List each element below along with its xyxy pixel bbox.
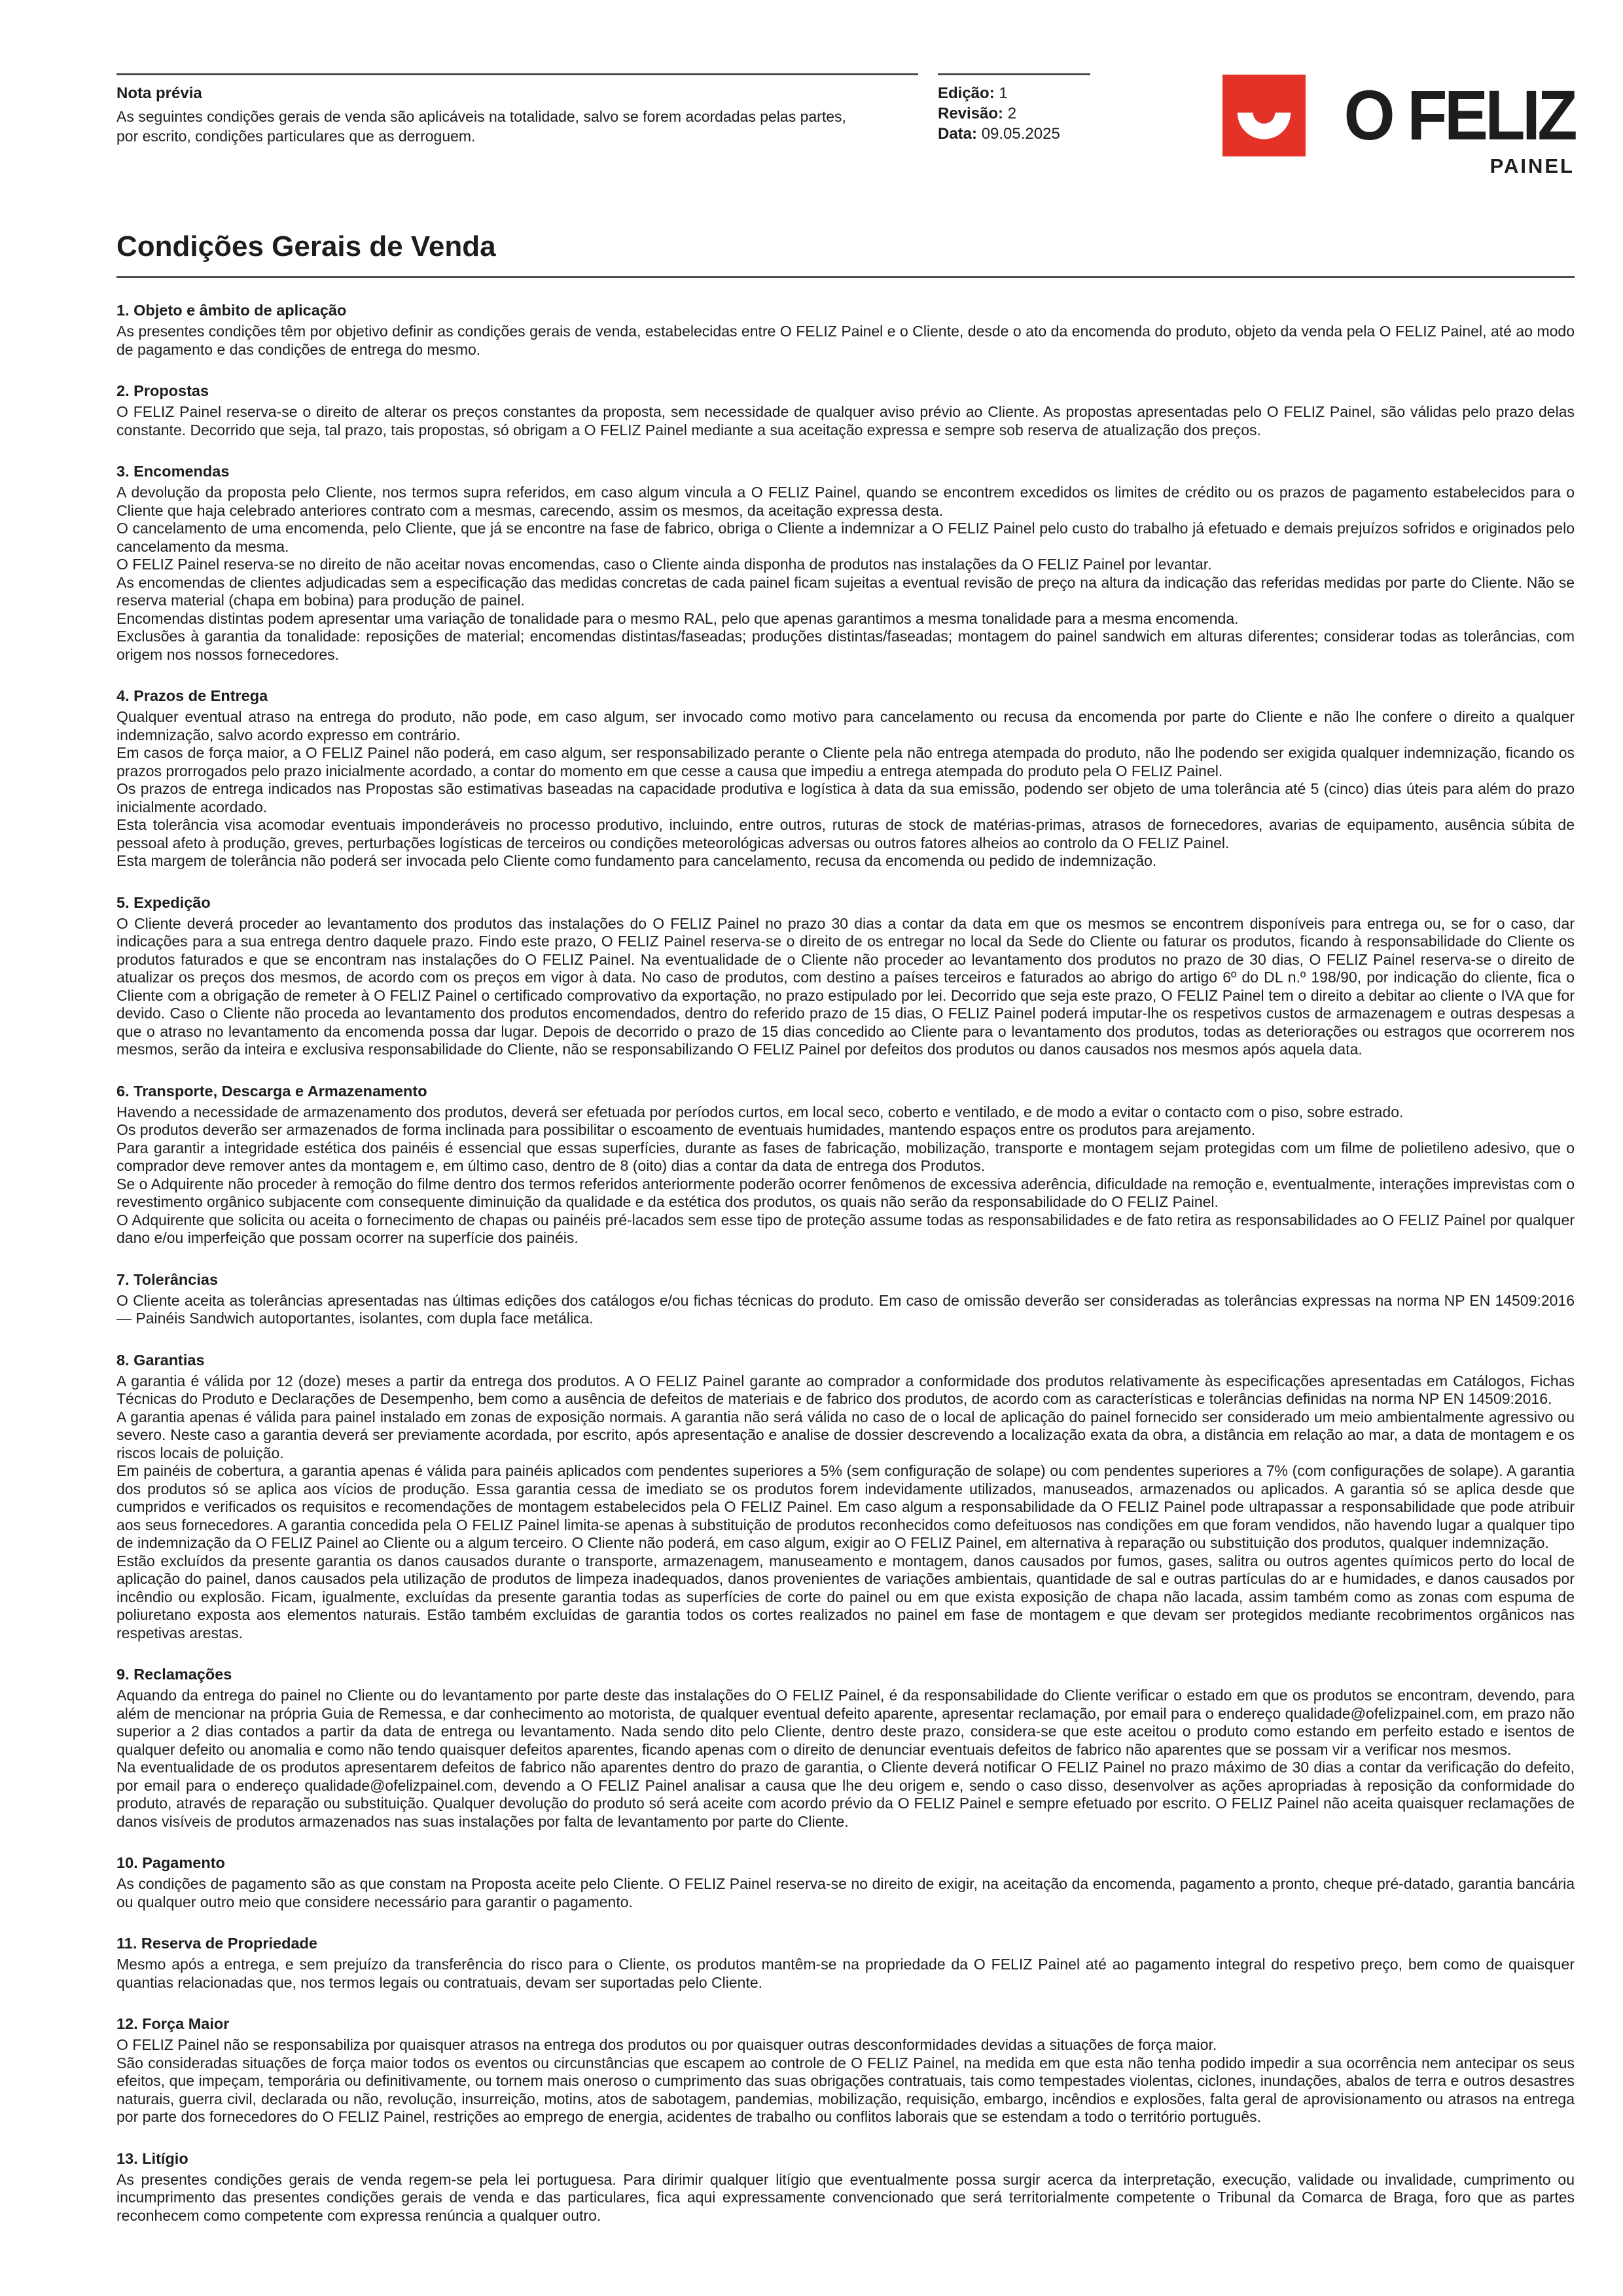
section-title: Objeto e âmbito de aplicação [134, 302, 347, 319]
meta-row-date [938, 124, 1090, 144]
section-paragraph: Esta margem de tolerância não poderá ser invocada pelo Cliente como fundamento para cancelamento, recusa da encomenda ou pedido de indemnização. [116, 852, 1157, 869]
company-logo [1222, 75, 1575, 178]
section-body [116, 1372, 1575, 1643]
section-paragraph: Os produtos deverão ser armazenados de forma inclinada para possibilitar o escoamento de eventuais humidades, mantendo espaços entre os produtos para arejamento. [116, 1121, 1256, 1138]
note-title: Nota prévia [116, 84, 202, 102]
section-heading [116, 302, 1575, 319]
section-number: 7. [116, 1270, 130, 1288]
section-title: Prazos de Entrega [134, 687, 268, 704]
section-number: 4. [116, 687, 130, 704]
section-heading [116, 687, 1575, 705]
terms-section [116, 463, 1575, 664]
terms-section [116, 1666, 1575, 1831]
title-divider [116, 276, 1575, 278]
section-paragraph: O FELIZ Painel não se responsabiliza por quaisquer atrasos na entrega dos produtos ou por quaisquer outras desconformidades devidas a situações de força maior. [116, 2036, 1217, 2053]
section-paragraph: Aquando da entrega do painel no Cliente ou do levantamento por parte deste das instalações do O FELIZ Painel, é da responsabilidade do Cliente verificar o estado em que os produtos se encontram, devendo, para além de mencionar na própria Guia de Remessa, e dar conhecimento ao motorista, de qualquer eventual defeito aparente, apresentar reclamação, por email para o endereço qualidade@ofelizpainel.com, em prazo não superior a 2 dias contados a partir da data de entrega ou levantamento. Nada sendo dito pelo Cliente, dentro deste prazo, considera-se que este aceitou o produto como estando em perfeito estado e isentos de qualquer defeito ou anomalia e como não tendo quaisquer defeitos aparentes, ficando apenas com o direito de denunciar eventuais defeitos de fabrico não aparentes que se possam vir a verificar nos mesmos. [116, 1687, 1575, 1758]
section-paragraph: São consideradas situações de força maior todos os eventos ou circunstâncias que escapem ao controle de O FELIZ Painel, na medida em que esta não tenha podido impedir a sua ocorrência nem antecipar os seus efeitos, que impeçam, temporária ou definitivamente, ou tornem mais oneroso o cumprimento das suas obrigações contratuais, tais como tempestades violentas, ciclones, inundações, abalos de terra e outros desastres naturais, guerra civil, declarada ou não, revolução, insurreição, motins, atos de sabotagem, pandemias, mobilização, requisição, embargo, incêndios e explosões, falta geral de aprovisionamento ou atrasos na entrega por parte dos fornecedores do O FELIZ Painel, restrições ao emprego de energia, acidentes de trabalho ou conflitos laborais que se estendam a todo o território português. [116, 2054, 1575, 2125]
section-paragraph: O FELIZ Painel reserva-se no direito de não aceitar novas encomendas, caso o Cliente ainda disponha de produtos nas instalações da O FELIZ Painel por levantar. [116, 556, 1212, 573]
section-title: Litígio [142, 2149, 188, 2167]
terms-section [116, 302, 1575, 359]
section-body [116, 484, 1575, 664]
meta-row-revision [938, 103, 1090, 124]
page-title: Condições Gerais de Venda [116, 230, 496, 262]
terms-section [116, 1854, 1575, 1911]
section-title: Tolerâncias [134, 1270, 219, 1288]
section-paragraph: As presentes condições gerais de venda regem-se pela lei portuguesa. Para dirimir qualquer litígio que eventualmente possa surgir acerca da interpretação, execução, validade ou invalidade, cumprimento ou incumprimento das presentes condições gerais de venda e das particulares, fica aqui expressamente convencionado que será territorialmente competente o Tribunal da Comarca de Braga, foro que as partes reconhecem como competente com expressa renúncia a qualquer outro. [116, 2170, 1575, 2224]
section-body [116, 1292, 1575, 1328]
section-paragraph: Para garantir a integridade estética dos painéis é essencial que essas superfícies, durante as fases de fabricação, mobilização, transporte e montagem sejam protegidas com um filme de polietileno adesivo, que o comprador deve remover antes da montagem e, em último caso, dentro de 8 (oito) dias a contar da data de entrega dos Produtos. [116, 1139, 1575, 1174]
meta-revision-label: Revisão: [938, 105, 1004, 122]
section-body [116, 2036, 1575, 2126]
header-meta-block [938, 73, 1090, 144]
section-heading [116, 1083, 1575, 1100]
section-paragraph: A garantia é válida por 12 (doze) meses a partir da entrega dos produtos. A O FELIZ Painel garante ao comprador a conformidade dos produtos relativamente às especificações apresentadas em Catálogos, Fichas Técnicas do Produto e Declarações de Desempenho, bem como a ausência de defeitos de materiais e de fabrico dos produtos, de acordo com as características e tolerâncias definidas na norma NP EN 14509:2016. [116, 1372, 1575, 1407]
logo-subtitle: PAINEL [1489, 154, 1575, 177]
terms-section [116, 687, 1575, 870]
section-paragraph: Os prazos de entrega indicados nas Propostas são estimativas baseadas na capacidade produtiva e logística à data da sua emissão, podendo ser objeto de uma tolerância até 5 (cinco) dias úteis para além do prazo inicialmente acordado. [116, 780, 1575, 816]
section-number: 13. [116, 2149, 138, 2167]
section-body [116, 915, 1575, 1059]
section-body [116, 1956, 1575, 1992]
section-paragraph: As condições de pagamento são as que constam na Proposta aceite pelo Cliente. O FELIZ Painel reserva-se no direito de exigir, na aceitação da encomenda, pagamento a pronto, cheque pré-datado, garantia bancária ou qualquer outro meio que considere necessário para garantir o pagamento. [116, 1875, 1575, 1910]
section-number: 12. [116, 2015, 138, 2032]
section-heading [116, 2150, 1575, 2168]
section-title: Reserva de Propriedade [141, 1935, 317, 1952]
terms-section [116, 382, 1575, 439]
section-number: 3. [116, 463, 130, 480]
meta-edition-label: Edição: [938, 84, 995, 102]
terms-section [116, 1352, 1575, 1643]
meta-date-value: 09.05.2025 [981, 125, 1060, 143]
section-paragraph: O cancelamento de uma encomenda, pelo Cliente, que já se encontre na fase de fabrico, obriga o Cliente a indemnizar a O FELIZ Painel pelo custo do trabalho já efetuado e demais prejuízos sofridos e originados pelo cancelamento da mesma. [116, 520, 1575, 555]
sections-container [116, 302, 1575, 2225]
section-body [116, 1687, 1575, 1831]
section-paragraph: O Cliente aceita as tolerâncias apresentadas nas últimas edições dos catálogos e/ou fichas técnicas do produto. Em caso de omissão deverão ser consideradas as tolerâncias expressas na norma NP EN 14509:2016 — Painéis Sandwich autoportantes, isolantes, com dupla face metálica. [116, 1291, 1575, 1327]
section-heading [116, 1271, 1575, 1289]
section-body [116, 708, 1575, 870]
header-note-block [116, 73, 918, 146]
section-title: Garantias [134, 1351, 205, 1369]
section-heading [116, 1935, 1575, 1952]
section-title: Reclamações [134, 1666, 232, 1683]
terms-section [116, 1083, 1575, 1247]
terms-section [116, 894, 1575, 1059]
section-body [116, 1875, 1575, 1911]
section-number: 5. [116, 893, 130, 911]
section-paragraph: Havendo a necessidade de armazenamento dos produtos, deverá ser efetuada por períodos curtos, em local seco, coberto e ventilado, e de modo a evitar o contacto com o piso, sobre estrado. [116, 1103, 1404, 1121]
section-paragraph: Em painéis de cobertura, a garantia apenas é válida para painéis aplicados com pendentes superiores a 5% (sem configuração de solape) ou com pendentes superiores a 7% (com configurações de solape). A garantia dos produtos só se aplica aos vícios de produção. Essa garantia cessa de imediato se os produtos forem indevidamente utilizados, manuseados, armazenados ou aplicados. A garantia só se aplica desde que cumpridos e verificados os requisitos e recomendações de montagem estabelecidos pela O FELIZ Painel. Em caso algum a responsabilidade da O FELIZ Painel pode ultrapassar a responsabilidade que pode atribuir aos seus fornecedores. A garantia concedida pela O FELIZ Painel limita-se apenas à substituição de produtos reconhecidos como defeituosos nas condições em que foram vendidos, não havendo lugar a qualquer tipo de indemnização da O FELIZ Painel ao Cliente ou a algum terceiro. O Cliente não poderá, em caso algum, exigir ao O FELIZ Painel, em alternativa à reparação ou substituição dos produtos, qualquer indemnização. [116, 1462, 1575, 1551]
section-heading [116, 1666, 1575, 1683]
section-heading [116, 2015, 1575, 2033]
meta-row-edition [938, 83, 1090, 103]
section-paragraph: A devolução da proposta pelo Cliente, nos termos supra referidos, em caso algum vincula a O FELIZ Painel, quando se encontrem excedidos os limites de crédito ou os prazos de pagamento estabelecidos para o Cliente que haja celebrado anteriores contrato com a mesmas, carecendo, assim os mesmos, da aceitação expressa desta. [116, 484, 1575, 519]
section-body [116, 2171, 1575, 2225]
section-heading [116, 894, 1575, 912]
terms-section [116, 2150, 1575, 2225]
section-paragraph: As presentes condições têm por objetivo definir as condições gerais de venda, estabelecidas entre O FELIZ Painel e o Cliente, desde o ato da encomenda do produto, objeto da venda pela O FELIZ Painel, até ao modo de pagamento e das condições de entrega do mesmo. [116, 323, 1575, 358]
section-title: Propostas [134, 382, 209, 399]
section-paragraph: Qualquer eventual atraso na entrega do produto, não pode, em caso algum, ser invocado como motivo para cancelamento ou recusa da encomenda por parte do Cliente e não lhe confere o direito a qualquer indemnização, salvo acordo expresso em contrário. [116, 708, 1575, 744]
terms-section [116, 2015, 1575, 2126]
section-body [116, 323, 1575, 359]
meta-edition-value: 1 [999, 84, 1008, 102]
smile-icon [1222, 75, 1306, 156]
section-number: 2. [116, 382, 130, 399]
section-title: Pagamento [142, 1854, 225, 1871]
section-paragraph: Mesmo após a entrega, e sem prejuízo da transferência do risco para o Cliente, os produtos mantêm-se na propriedade da O FELIZ Painel até ao pagamento integral do respetivo preço, bem como de quaisquer quantias relacionadas que, nos termos legais ou contratuais, devam ser suportadas pelo Cliente. [116, 1956, 1575, 1991]
section-number: 1. [116, 302, 130, 319]
section-title: Expedição [134, 893, 211, 911]
document-body [116, 230, 1575, 2225]
section-title: Encomendas [134, 463, 230, 480]
section-paragraph: O Cliente deverá proceder ao levantamento dos produtos das instalações do O FELIZ Painel no prazo 30 dias a contar da data em que os mesmos se encontrem disponíveis para entrega ou, se for o caso, dar indicações para a sua entrega dentro daquele prazo. Findo este prazo, O FELIZ Painel reserva-se o direito de os entregar no local da Sede do Cliente ou faturar os produtos, ficando à responsabilidade do Cliente os produtos faturados e que se encontram nas instalações do O FELIZ Painel. Na eventualidade de o Cliente não proceder ao levantamento dos produtos no prazo de 30 dias, O FELIZ Painel reserva-se o direito de atualizar os preços dos mesmos, de acordo com os preços em vigor à data. No caso de produtos, com destino a países terceiros e faturados ao abrigo do artigo 6º do DL n.º 198/90, por indicação do cliente, fica o Cliente com a obrigação de remeter à O FELIZ Painel o certificado comprovativo da exportação, no prazo estipulado por lei. Decorrido que seja este prazo, O FELIZ Painel tem o direito a debitar ao cliente o IVA que for devido. Caso o Cliente não proceda ao levantamento dos produtos encomendados, dentro do referido prazo de 15 dias, O FELIZ Painel poderá imputar-lhe os respetivos custos de armazenagem e outras despesas a que o atraso no levantamento da encomenda possa dar lugar. Depois de decorrido o prazo de 15 dias concedido ao Cliente para o levantamento dos produtos, todas as deteriorações ou estragos que ocorrerem nos mesmos, serão da inteira e exclusiva responsabilidade do Cliente, não se responsabilizando O FELIZ Painel por defeitos dos produtos ou danos causados nos mesmos após aquela data. [116, 914, 1575, 1058]
meta-date-label: Data: [938, 125, 978, 143]
section-paragraph: Se o Adquirente não proceder à remoção do filme dentro dos termos referidos anteriormente poderão ocorrer fenômenos de excessiva aderência, dificuldade na remoção e, eventualmente, interações imprevistas com o revestimento orgânico subjacente com consequente diminuição da qualidade e da estética dos produtos, os quais não serão da responsabilidade do O FELIZ Painel. [116, 1175, 1575, 1210]
meta-revision-value: 2 [1007, 105, 1017, 122]
page-header [116, 73, 1575, 178]
section-paragraph: Na eventualidade de os produtos apresentarem defeitos de fabrico não aparentes dentro do prazo de garantia, o Cliente deverá notificar O FELIZ Painel no prazo máximo de 30 dias a contar da verificação do defeito, por email para o endereço qualidade@ofelizpainel.com, devendo a O FELIZ Painel analisar a causa que lhe deu origem e, sendo o caso disso, desenvolver as ações apropriadas à reposição da conformidade do produto, através de reparação ou substituição. Qualquer devolução do produto só será aceite com acordo prévio da O FELIZ Painel e sempre efetuado por escrito. O FELIZ Painel não aceita quaisquer reclamações de danos visíveis de produtos armazenados nas suas instalações por falta de levantamento por parte do Cliente. [116, 1759, 1575, 1830]
section-paragraph: Exclusões à garantia da tonalidade: reposições de material; encomendas distintas/faseadas; produções distintas/faseadas; montagem do painel sandwich em alturas diferentes; considerar todas as tolerâncias, com origem nos nossos fornecedores. [116, 628, 1575, 663]
section-heading [116, 382, 1575, 400]
section-number: 9. [116, 1666, 130, 1683]
terms-section [116, 1271, 1575, 1328]
section-paragraph: Estão excluídos da presente garantia os danos causados durante o transporte, armazenagem, manuseamento e montagem, danos causados por fumos, gases, salitra ou outros agentes químicos perto do local de aplicação do painel, danos causados pela utilização de produtos de limpeza inadequados, danos provenientes de variações ambientais, quantidade de sal e outras partículas do ar e humidades, e danos causados por incêndio ou explosão. Ficam, igualmente, excluídas da presente garantia todas as superfícies de corte do painel ou em que exista exposição de chapa não lacada, assim também como as zonas com espuma de poliuretano exposta aos elementos naturais. Estão também excluídas de garantia todos os cortes realizados no painel em fase de montagem e que devam ser protegidos mediante recobrimentos orgânicos nas respetivas arestas. [116, 1552, 1575, 1641]
section-heading [116, 1854, 1575, 1872]
section-paragraph: O Adquirente que solicita ou aceita o fornecimento de chapas ou painéis pré-lacados sem esse tipo de proteção assume todas as responsabilidades e de fato retira as responsabilidades ao O FELIZ Painel por qualquer dano e/ou imperfeição que possam ocorrer na superfície dos painéis. [116, 1211, 1575, 1246]
logo-wordmark: O FELIZ [1344, 75, 1575, 154]
section-paragraph: As encomendas de clientes adjudicadas sem a especificação das medidas concretas de cada painel ficam sujeitas a eventual revisão de preço na altura da indicação das referidas medidas por parte do Cliente. Não se reserva material (chapa em bobina) para produção de painel. [116, 573, 1575, 609]
section-number: 11. [116, 1935, 137, 1952]
logo-red-square [1222, 75, 1306, 156]
section-heading [116, 1352, 1575, 1369]
section-title: Força Maior [142, 2015, 230, 2032]
section-number: 6. [116, 1082, 130, 1100]
section-paragraph: A garantia apenas é válida para painel instalado em zonas de exposição normais. A garantia não será válida no caso de o local de aplicação do painel fornecido ser considerado um meio ambientalmente agressivo ou severo. Neste caso a garantia deverá ser previamente acordada, por escrito, após apresentação e analise de dossier descrevendo a localização exata da obra, a distância em relação ao mar, a data de montagem e os riscos locais de poluição. [116, 1408, 1575, 1462]
note-text: As seguintes condições gerais de venda são aplicáveis na totalidade, salvo se forem acordadas pelas partes, por escrito, condições particulares que as derroguem. [116, 108, 846, 145]
section-paragraph: O FELIZ Painel reserva-se o direito de alterar os preços constantes da proposta, sem necessidade de qualquer aviso prévio ao Cliente. As propostas apresentadas pelo O FELIZ Painel, são válidas pelo prazo delas constante. Decorrido que seja, tal prazo, tais propostas, só obrigam a O FELIZ Painel mediante a sua aceitação expressa e sempre sob reserva de atualização dos preços. [116, 403, 1575, 439]
section-paragraph: Esta tolerância visa acomodar eventuais imponderáveis no processo produtivo, incluindo, entre outros, ruturas de stock de matérias-primas, atrasos de fornecedores, avarias de equipamento, ausência súbita de pessoal afeto à produção, greves, perturbações logísticas de terceiros ou condições meteorológicas adversas ou outros fatores alheios ao controlo da O FELIZ Painel. [116, 816, 1575, 852]
section-number: 10. [116, 1854, 138, 1871]
section-heading [116, 463, 1575, 480]
section-number: 8. [116, 1351, 130, 1369]
section-paragraph: Encomendas distintas podem apresentar uma variação de tonalidade para o mesmo RAL, pelo que apenas garantimos a mesma tonalidade para a mesma encomenda. [116, 609, 1239, 627]
section-title: Transporte, Descarga e Armazenamento [134, 1082, 427, 1100]
section-body [116, 1103, 1575, 1247]
section-paragraph: Em casos de força maior, a O FELIZ Painel não poderá, em caso algum, ser responsabilizado perante o Cliente pela não entrega atempada do produto, não lhe podendo ser exigida qualquer indemnização, ficando os prazos prorrogados pelo prazo inicialmente acordado, a contar do momento em que cesse a causa que impediu a entrega atempada do produto pela O FELIZ Painel. [116, 744, 1575, 780]
section-body [116, 403, 1575, 439]
logo-text-block [1327, 75, 1575, 178]
terms-section [116, 1935, 1575, 1992]
